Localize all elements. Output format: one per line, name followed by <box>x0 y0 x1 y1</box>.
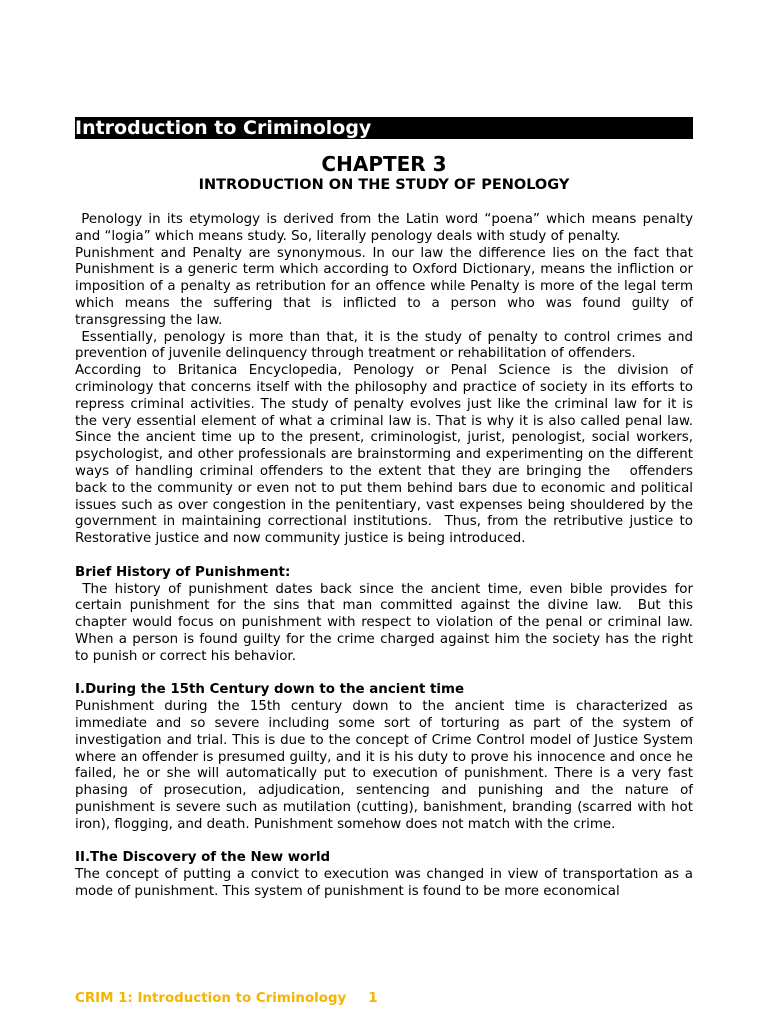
page-footer <box>75 990 378 1008</box>
section-text: Punishment during the 15th century down to the ancient time is characterized as immediate and so severe including some sort of torturing as part of the system of investigation and trial. This is due to the concept of Crime Control model of Justice System where an offender is presumed guilty, and it is his duty to prove his innocence and once he failed, he or she will automatically put to execution of punishment. There is a very fast phasing of prosecution, adjudication, sentencing and punishing and the nature of punishment is severe such as mutilation (cutting), banishment, branding (scarred with hot iron), flogging, and death. Punishment somehow does not match with the crime. <box>75 699 693 832</box>
paragraph: Punishment and Penalty are synonymous. In our law the difference lies on the fact that Punishment is a generic term which according to Oxford Dictionary, means the infliction or imposition of a penalty as retribution for an offence while Penalty is more of the legal term which means the suffering that is inflicted to a person who was found guilty of transgressing the law. <box>75 245 693 328</box>
section-text: The history of punishment dates back since the ancient time, even bible provides for certain punishment for the sins that man committed against the divine law. But this chapter would focus on punishment with respect to violation of the penal or criminal law. When a person is found guilty for the crime charged against him the society has the right to punish or correct his behavior. <box>75 581 693 664</box>
footer-course: CRIM 1: Introduction to Criminology <box>75 991 347 1006</box>
running-header <box>75 117 693 139</box>
chapter-subtitle: INTRODUCTION ON THE STUDY OF PENOLOGY <box>198 177 570 193</box>
section-heading: I.During the 15th Century down to the ancient time <box>75 682 465 698</box>
chapter-label: CHAPTER 3 <box>321 152 447 176</box>
header-title: Introduction to Criminology <box>75 117 372 139</box>
section-heading: Brief History of Punishment: <box>75 564 291 580</box>
section-heading: II.The Discovery of the New world <box>75 850 331 866</box>
footer-page-number: 1 <box>368 991 378 1006</box>
body-text <box>75 212 693 901</box>
paragraph: Penology in its etymology is derived from the Latin word “poena” which means penalty and “logia” which means study. So, literally penology deals with study of penalty. <box>75 212 693 244</box>
paragraph: Essentially, penology is more than that, it is the study of penalty to control crimes and prevention of juvenile delinquency through treatment or rehabilitation of offenders. <box>75 329 693 362</box>
paragraph: According to Britanica Encyclopedia, Penology or Penal Science is the division of criminology that concerns itself with the philosophy and practice of society in its efforts to repress criminal activities. The study of penalty evolves just like the criminal law for it is the very essential element of what a criminal law is. That is why it is also called penal law. Since the ancient time up to the present, criminologist, jurist, penologist, social workers, psychologist, and other professionals are brainstorming and experimenting on the different ways of handling criminal offenders to the extent that they are bringing the offenders back to the community or even not to put them behind bars due to economic and political issues such as over congestion in the penitentiary, vast expenses being shouldered by the government in maintaining correctional institutions. Thus, from the retributive justice to Restorative justice and now community justice is being introduced. <box>75 363 693 547</box>
section-text: The concept of putting a convict to execution was changed in view of transportation as a mode of punishment. This system of punishment is found to be more economical <box>75 867 693 899</box>
